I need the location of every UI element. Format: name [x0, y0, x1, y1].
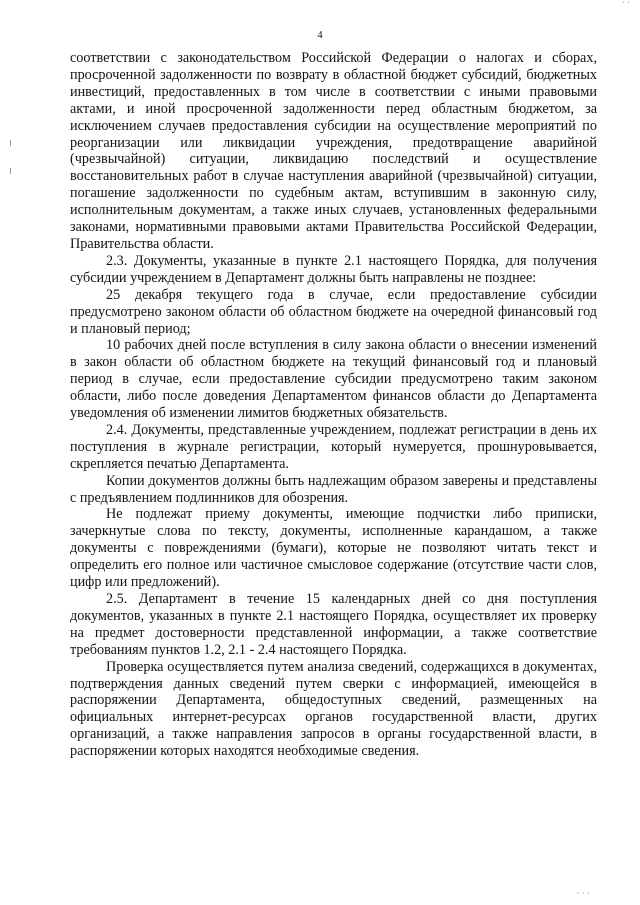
paragraph-verification: Проверка осуществляется путем анализа сведений, содержащихся в документах, подтверждения данных сведений путем сверки с информацией, имеющейся в распоряжении Департамента, общедоступных сведений, размещенных на официальных интернет-ресурсах органов государственной власти, других организаций, а также направления запросов в органы государственной власти, в распоряжении которых находятся необходимые сведения. — [70, 658, 597, 760]
paragraph-continuation: соответствии с законодательством Российской Федерации о налогах и сборах, просроченной задолженности по возврату в областной бюджет субсидий, бюджетных инвестиций, предоставленных в том числе в соответствии с иными правовыми актами, и иной просроченной задолженности перед областным бюджетом, за исключением случаев предоставления субсидии на осуществление мероприятий по реорганизации или ликвидации учреждения, предотвращение аварийной (чрезвычайной) ситуации, ликвидацию последствий и осуществление восстановительных работ в случае наступления аварийной (чрезвычайной) ситуации, погашение задолженности по судебным актам, вступившим в законную силу, исполнительным документам, а также иных случаев, установленных федеральными законами, нормативными правовыми актами Правительства Российской Федерации, Правительства области. — [70, 50, 597, 252]
page-number: 4 — [317, 30, 323, 41]
paragraph-deadline-10-days: 10 рабочих дней после вступления в силу закона области о внесении изменений в закон области об областном бюджете на текущий финансовый год и плановый период в случае, если предоставление субсидии предусмотрено таким законом области, либо после доведения Департаментом финансов области до Департамента уведомления об изменении лимитов бюджетных обязательств. — [70, 337, 597, 422]
paragraph-not-accepted: Не подлежат приему документы, имеющие подчистки либо приписки, зачеркнутые слова по тексту, документы, исполненные карандашом, а также документы с повреждениями (бумаги), которые не позволяют читать текст и определить его полное или частичное смысловое содержание (отсутствие части слов, цифр или предложений). — [70, 506, 597, 591]
scan-artifact-top-right: ˙ ˙ — [621, 0, 630, 10]
paragraph-clause-2-4: 2.4. Документы, представленные учреждением, подлежат регистрации в день их поступления в журнале регистрации, который нумеруется, прошнуровывается, скрепляется печатью Департамента. — [70, 421, 597, 472]
paragraph-clause-2-5: 2.5. Департамент в течение 15 календарных дней со дня поступления документов, указанных в пункте 2.1 настоящего Порядка, осуществляет их проверку на предмет достоверности представленной информации, а также соответствие требованиям пунктов 1.2, 2.1 - 2.4 настоящего Порядка. — [70, 591, 597, 658]
paragraph-deadline-december: 25 декабря текущего года в случае, если предоставление субсидии предусмотрено законом области об областном бюджете на очередной финансовый год и плановый период; — [70, 286, 597, 337]
scan-artifact-bottom-right: ˙ ˙ ˙ — [576, 891, 590, 901]
margin-tick-mark — [10, 168, 11, 174]
paragraph-copies: Копии документов должны быть надлежащим образом заверены и представлены с предъявлением подлинников для обозрения. — [70, 472, 597, 506]
margin-tick-mark — [10, 140, 11, 146]
document-body — [70, 50, 597, 760]
paragraph-clause-2-3: 2.3. Документы, указанные в пункте 2.1 настоящего Порядка, для получения субсидии учреждением в Департамент должны быть направлены не позднее: — [70, 252, 597, 286]
